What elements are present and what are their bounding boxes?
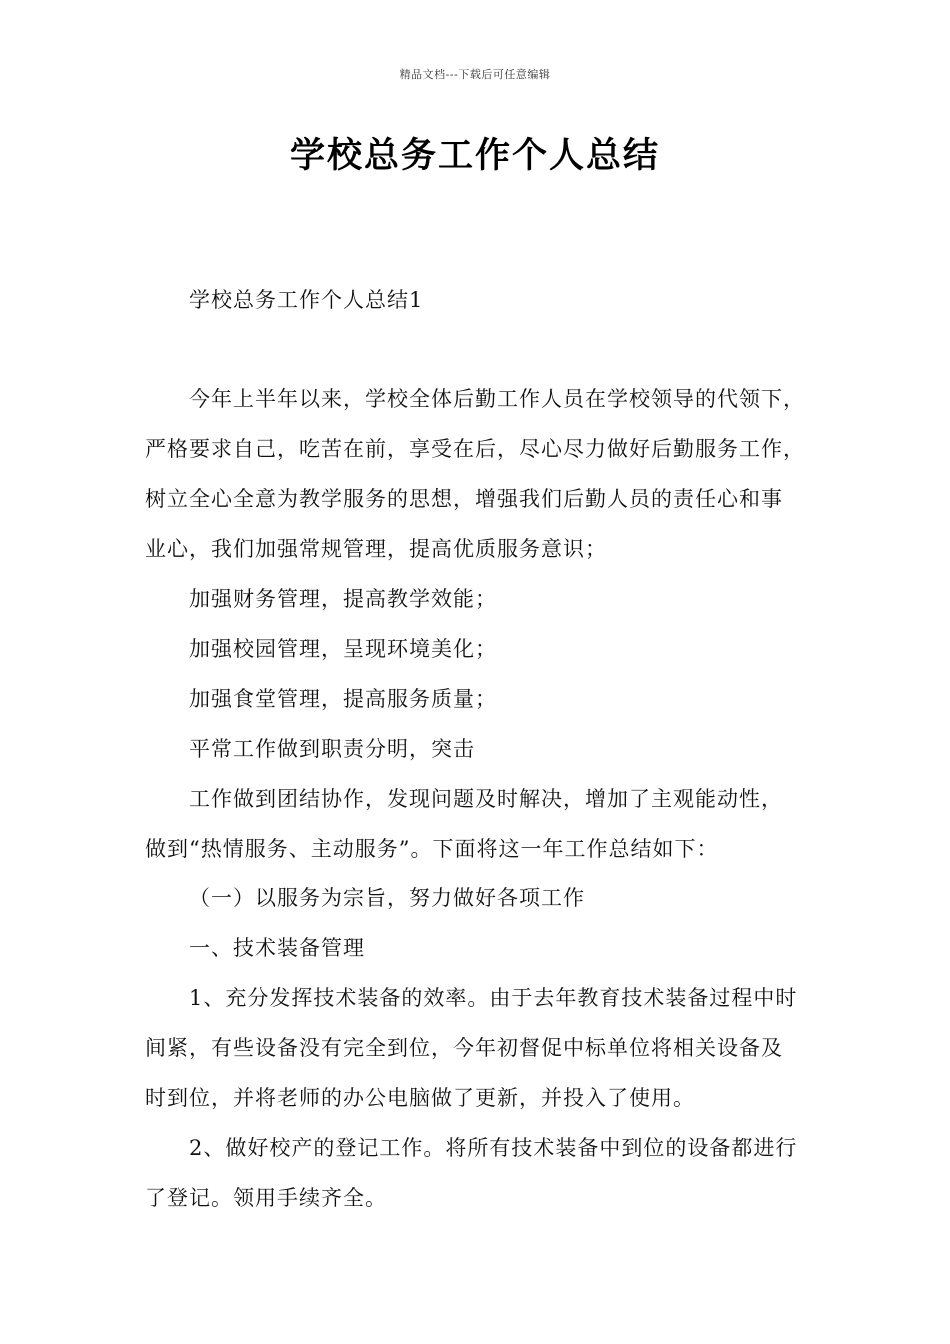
paragraph-line: 间紧，有些设备没有完全到位，今年初督促中标单位将相关设备及 xyxy=(145,1036,783,1060)
paragraph-line: 工作做到团结协作，发现问题及时解决，增加了主观能动性， xyxy=(189,787,783,811)
paragraph-line: 严格要求自己，吃苦在前，享受在后，尽心尽力做好后勤服务工作， xyxy=(145,437,805,461)
paragraph-line: 加强校园管理，呈现环境美化； xyxy=(189,637,497,661)
page-header-note: 精品文档---下载后可任意编辑 xyxy=(399,68,551,81)
paragraph-line: 树立全心全意为教学服务的思想，增强我们后勤人员的责任心和事 xyxy=(145,487,783,511)
subsection-heading: 一、技术装备管理 xyxy=(189,936,365,960)
paragraph-line: 今年上半年以来，学校全体后勤工作人员在学校领导的代领下， xyxy=(189,387,805,411)
paragraph-line: 平常工作做到职责分明，突击 xyxy=(189,737,475,761)
paragraph-line: 加强财务管理，提高教学效能； xyxy=(189,587,497,611)
section-heading: 学校总务工作个人总结1 xyxy=(189,288,424,312)
paragraph-line: 了登记。领用手续齐全。 xyxy=(145,1186,387,1210)
paragraph-line: 时到位，并将老师的办公电脑做了更新，并投入了使用。 xyxy=(145,1086,695,1110)
paragraph-line: 业心，我们加强常规管理，提高优质服务意识； xyxy=(145,537,607,561)
paragraph-line: 做到“热情服务、主动服务”。下面将这一年工作总结如下： xyxy=(145,837,719,861)
paragraph-line: 1、充分发挥技术装备的效率。由于去年教育技术装备过程中时 xyxy=(189,986,798,1010)
document-title: 学校总务工作个人总结 xyxy=(289,136,660,176)
subsection-heading: （一）以服务为宗旨，努力做好各项工作 xyxy=(189,886,585,910)
paragraph-line: 加强食堂管理，提高服务质量； xyxy=(189,687,497,711)
paragraph-line: 2、做好校产的登记工作。将所有技术装备中到位的设备都进行 xyxy=(189,1136,798,1160)
